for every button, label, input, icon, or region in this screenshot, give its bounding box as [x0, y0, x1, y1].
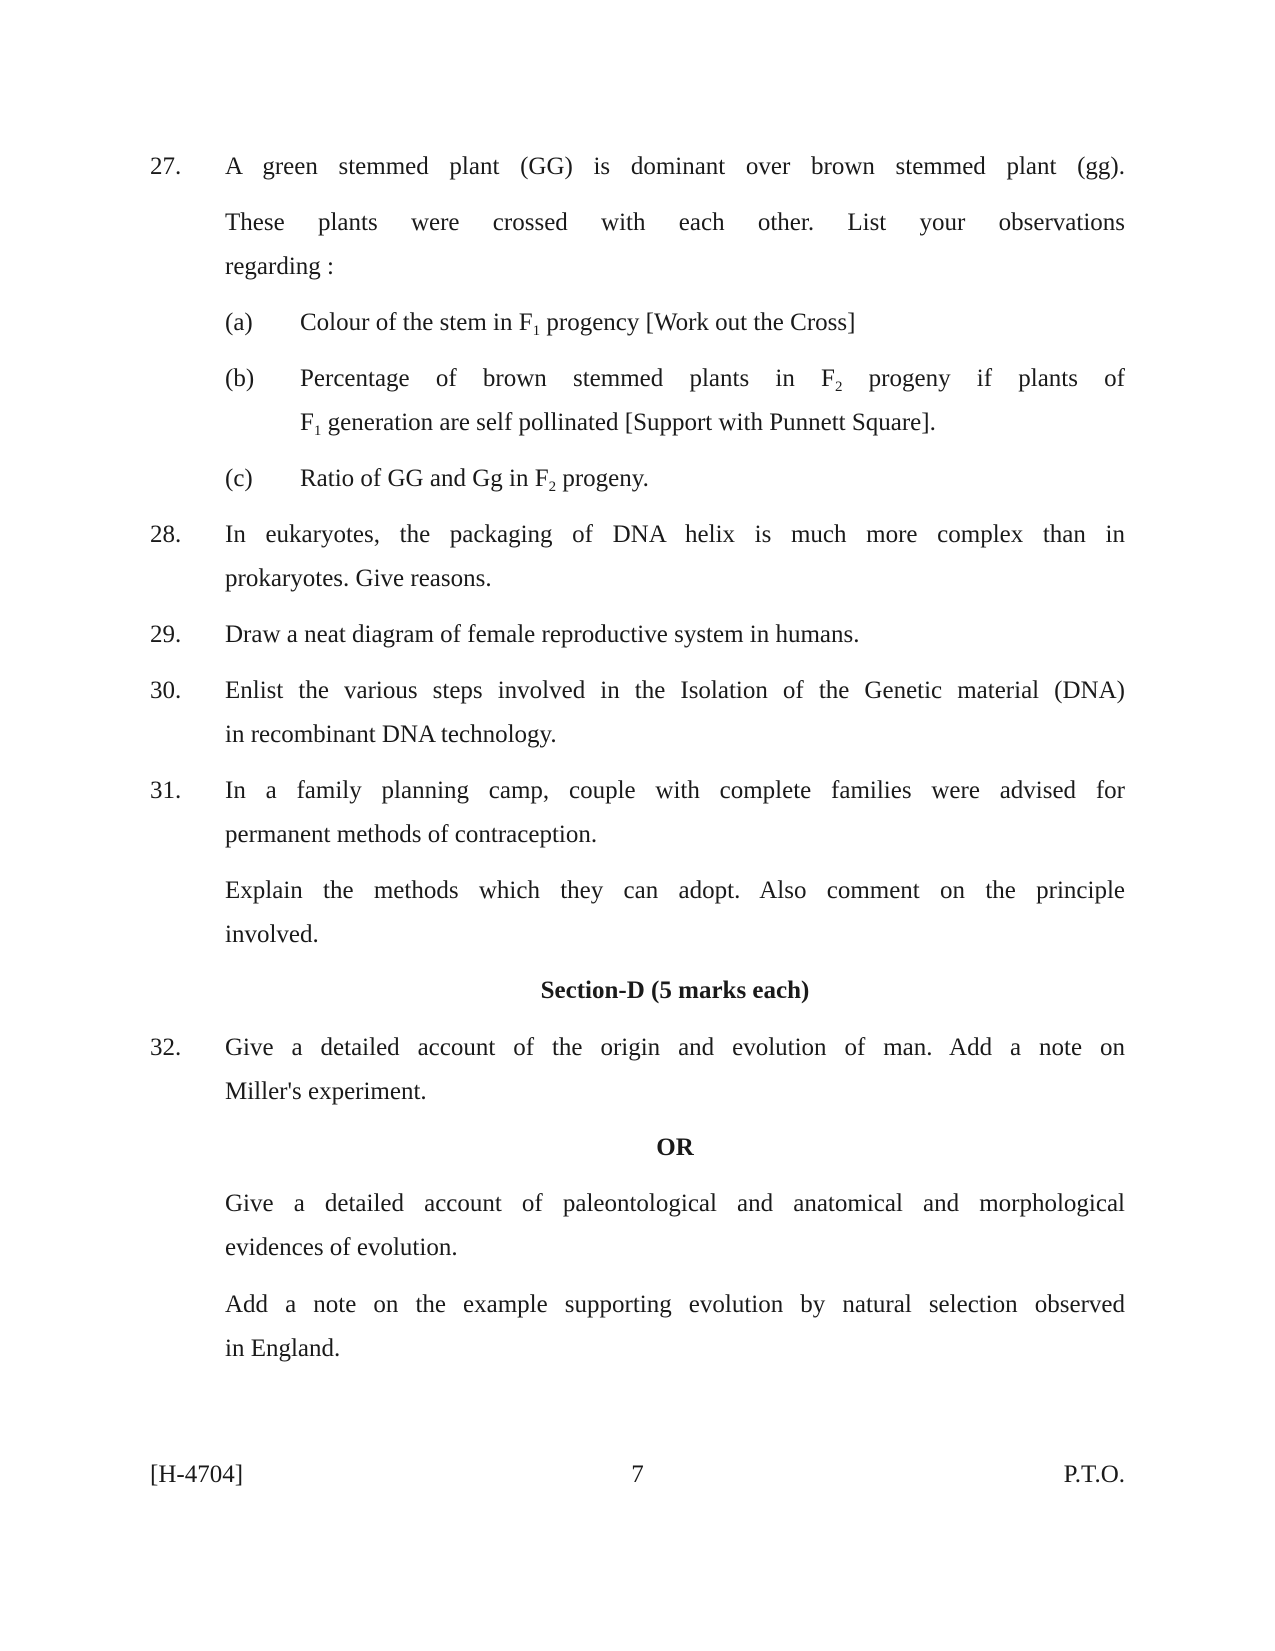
sub-question-text: Ratio of GG and Gg in $F_2$ progeny. [300, 465, 649, 495]
question-text: Give a detailed account of the origin and evolution of man. Add a note on [225, 1034, 1125, 1061]
question-text: Give a detailed account of paleontological and anatomical and morphological [225, 1190, 1125, 1217]
question-text: permanent methods of contraception. [225, 821, 598, 848]
sub-question-label: (a) [225, 309, 253, 336]
page-number: 7 [631, 1461, 644, 1488]
question-text: Draw a neat diagram of female reproductive system in humans. [225, 621, 860, 648]
question-text: Explain the methods which they can adopt. Also comment on the principle [225, 877, 1125, 904]
question-text: involved. [225, 921, 319, 948]
question-text: in recombinant DNA technology. [225, 721, 557, 748]
question-number: 30. [150, 677, 182, 704]
sub-question-label: (c) [225, 465, 253, 492]
question-text: Miller's experiment. [225, 1078, 427, 1105]
pto-label: P.T.O. [1063, 1461, 1125, 1488]
paper-code: [H-4704] [150, 1461, 244, 1488]
question-text: Add a note on the example supporting evolution by natural selection observed [225, 1291, 1125, 1318]
sub-question-text: Percentage of brown stemmed plants in $F_2$ progeny if plants of [300, 365, 1126, 395]
question-number: 29. [150, 621, 182, 648]
question-number: 32. [150, 1034, 182, 1061]
question-number: 31. [150, 777, 182, 804]
question-number: 28. [150, 521, 182, 548]
question-text: Enlist the various steps involved in the Isolation of the Genetic material (DNA) [225, 677, 1125, 704]
question-number: 27. [150, 153, 182, 180]
sub-question-text: $F_1$ generation are self pollinated [Support with Punnett Square]. [300, 409, 936, 439]
sub-question-text: Colour of the stem in $F_1$ progency [Work out the Cross] [300, 309, 856, 339]
question-text: A green stemmed plant (GG) is dominant over brown stemmed plant (gg). [225, 153, 1125, 180]
section-heading: Section-D (5 marks each) [540, 977, 810, 1004]
or-divider: OR [656, 1134, 694, 1161]
question-text: These plants were crossed with each other. List your observations [225, 209, 1125, 236]
question-text: prokaryotes. Give reasons. [225, 565, 492, 592]
sub-question-label: (b) [225, 365, 255, 392]
question-text: evidences of evolution. [225, 1234, 458, 1261]
question-text: In eukaryotes, the packaging of DNA helix is much more complex than in [225, 521, 1125, 548]
question-text: In a family planning camp, couple with complete families were advised for [225, 777, 1125, 804]
question-text: in England. [225, 1335, 341, 1362]
question-text: regarding : [225, 253, 334, 280]
